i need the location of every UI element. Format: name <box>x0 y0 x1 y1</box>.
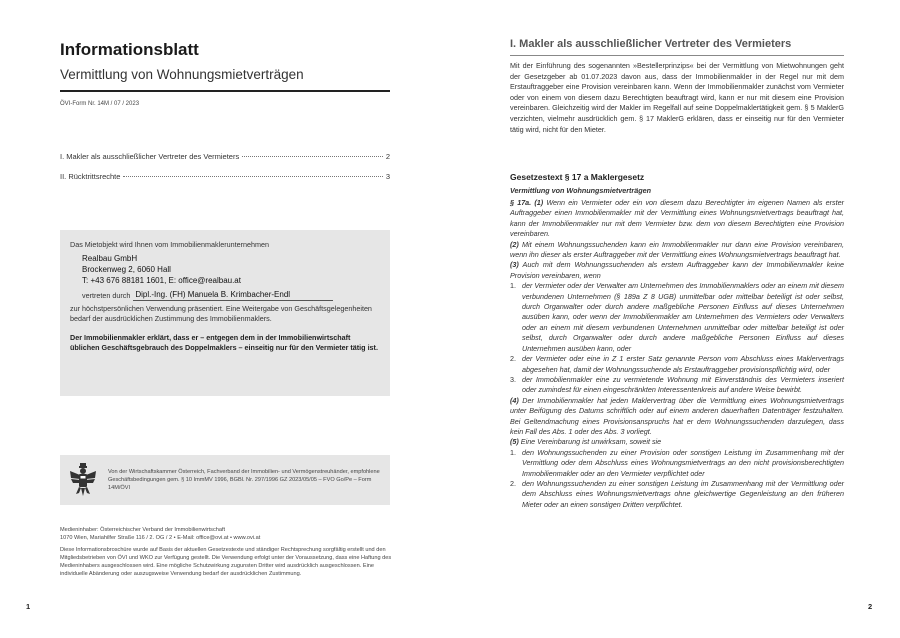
law-paragraph <box>510 198 844 240</box>
list-item-number: 2. <box>510 478 516 488</box>
toc-entry-label: I. Makler als ausschließlicher Vertreter des Vermieters <box>60 152 240 161</box>
paragraph-text: Auch mit dem Wohnungssuchenden als erstem Auftraggeber kann der Immobilienmakler keine Provision vereinbaren, wenn <box>510 260 844 280</box>
toc-entry[interactable] <box>60 152 390 172</box>
law-subheading: Vermittlung von Wohnungsmietverträgen <box>510 186 651 195</box>
law-paragraph <box>510 260 844 281</box>
paragraph-number: (5) <box>510 437 519 447</box>
page-number: 2 <box>868 602 873 611</box>
recommendation-text: Von der Wirtschaftskammer Österreich, Fachverband der Immobilien- und Vermögenstreuhänder, empfohlene Geschäftsbedingungen gem. § 10 ImmMV 1996, BGBl. Nr. 297/1996 GZ 2023/05/05 – FVO Go/Pe – Form 14M/ÖVI <box>108 469 380 491</box>
list-item-number: 1. <box>510 447 516 457</box>
list-item-text: der Immobilienmakler eine zu vermietende Wohnung mit Einverständnis des Vermieters inseriert oder zumindest für einen eingeschränkten Interessentenkreis auf andere Weise bewirbt. <box>522 374 844 395</box>
list-item <box>510 354 844 375</box>
form-number: ÖVI-Form Nr. 14M / 07 / 2023 <box>60 101 140 107</box>
paragraph-number: § 17a. (1) <box>510 198 544 207</box>
representative-label: vertreten durch <box>82 291 131 300</box>
law-heading: Gesetzestext § 17 a Maklergesetz <box>510 172 645 182</box>
list-item <box>510 448 844 479</box>
austrian-eagle-icon <box>68 461 98 499</box>
paragraph-text: Der Immobilienmakler hat jeden Maklervertrag über die Vermittlung eines Wohnungsmietvertrags unter Beifügung des Datums schriftlich oder auf einem anderen dauerhaften Datenträger festzuhalten. Bei Geltendmachung eines Provisionsanspruchs hat er dem Wohnungssuchenden darzulegen, dass kein Fall des Abs. 1 oder des Abs. 3 vorliegt. <box>510 395 844 436</box>
law-text <box>510 198 844 510</box>
paragraph-number: (4) <box>510 395 519 405</box>
agent-intro: Das Mietobjekt wird Ihnen vom Immobilienmaklerunternehmen <box>70 240 269 249</box>
list-item-text: der Vermieter oder eine in Z 1 erster Satz genannte Person vom Abschluss eines Maklervertrags abgesehen hat, damit der Wohnungssuchende als Erstauftraggeber provisionspflichtig wird, oder <box>522 354 844 374</box>
law-paragraph <box>510 396 844 438</box>
paragraph-number: (2) <box>510 239 519 249</box>
paragraph-text: Wenn ein Vermieter oder ein von diesem dazu Berechtigter im eigenen Namen als erster Auftraggeber einen Immobilienmakler mit der Vermittlung eines Wohnungsmietvertrags beauftragt hat, kann der Immobilienmakler nur mit dem Vermieter bzw. dem von diesem Berechtigten eine Provision vereinbaren. <box>510 198 845 239</box>
representative-field[interactable]: Dipl.-Ing. (FH) Manuela B. Krimbacher-Endl <box>133 290 333 301</box>
document-title: Informationsblatt <box>60 40 199 59</box>
page-number: 1 <box>26 602 31 611</box>
list-item <box>510 375 844 396</box>
toc-entry-page: 2 <box>385 152 390 161</box>
law-paragraph <box>510 240 844 261</box>
law-paragraph <box>510 437 844 447</box>
agent-info-box <box>60 230 390 396</box>
company-contact: T: +43 676 88181 1601, E: office@realbau.at <box>82 276 241 285</box>
paragraph-number: (3) <box>510 260 519 270</box>
section-divider <box>510 55 844 56</box>
title-divider <box>60 90 390 92</box>
section-title: I. Makler als ausschließlicher Vertreter des Vermieters <box>510 38 792 50</box>
list-item-number: 3. <box>510 374 516 384</box>
list-item-text: den Wohnungssuchenden zu einer Provision oder sonstigen Leistung im Zusammenhang mit der Vermittlung oder dem Abschluss eines Wohnungsmietvertrags an den nicht provisionsberechtigten Immobilienmakler oder an den Vermieter verpflichtet oder <box>522 447 844 478</box>
toc-entry-label: II. Rücktrittsrechte <box>60 172 121 181</box>
company-address: Brockenweg 2, 6060 Hall <box>82 265 171 274</box>
list-item-number: 2. <box>510 354 516 364</box>
company-name: Realbau GmbH <box>82 254 138 263</box>
section-intro: Mit der Einführung des sogenannten »Bestellerprinzips« bei der Vermittlung von Mietwohnungen geht der Gesetzgeber ab 01.07.2023 davon aus, dass der Immobilienmakler in der Regel nur mit dem Erstauftraggeber eine Provision vereinbaren kann. Wenn der Immobilienmakler zunächst vom Vermieter oder von einem von diesem dazu Berechtigten beauftragt wird, kann er nur mit diesem eine Provision vereinbaren. Gleichzeitig wird der Makler im Regelfall auf seine Doppelmaklertätigkeit gem. § 5 MaklerG verzichten, vielmehr ausdrücklich gem. § 17 MaklerG erklären, dass er einseitig nur für den Vermieter tätig wird, nicht für den Mieter. <box>510 61 844 134</box>
list-item <box>510 281 844 354</box>
toc-entry[interactable] <box>60 172 390 192</box>
table-of-contents <box>60 152 390 192</box>
paragraph-text: Eine Vereinbarung ist unwirksam, soweit sie <box>520 437 662 447</box>
agent-usage-text: zur höchstpersönlichen Verwendung präsentiert. Eine Weitergabe von Geschäftsgelegenheiten bedarf der ausdrücklichen Zustimmung des Immobilienmaklers. <box>70 304 372 323</box>
toc-leader <box>242 156 383 157</box>
list-item-text: den Wohnungssuchenden zu einer sonstigen Leistung im Zusammenhang mit der Vermittlung oder dem Abschluss eines Wohnungsmietvertrags ohne gleichwertige Gegenleistung an den früheren Mieter oder an einen sonstigen Dritten verpflichtet. <box>522 478 844 509</box>
toc-leader <box>123 176 382 177</box>
representative-row <box>70 290 380 301</box>
disclaimer: Diese Informationsbroschüre wurde auf Basis der aktuellen Gesetzestexte und ständiger Rechtsprechung sorgfältig erstellt und den Mitgliedsbetrieben von ÖVI und WKO zur Verfügung gestellt. Die Verwendung erfolgt unter der Voraussetzung, dass eine Haftung des Medieninhabers ausgeschlossen wird. Eine mögliche Schutzwirkung zugunsten Dritter wird ausdrücklich ausgeschlossen. Eine individuelle Abänderung oder auszugsweise Verwendung bedarf der ausdrücklichen Zustimmung. <box>60 547 392 577</box>
document-subtitle: Vermittlung von Wohnungsmietverträgen <box>60 67 304 82</box>
paragraph-text: Mit einem Wohnungssuchenden kann ein Immobilienmakler nur dann eine Provision vereinbaren, wenn ihn dieser als erster Auftraggeber mit der Vermittlung eines Wohnungsmietvertrags beauftragt hat. <box>510 239 844 260</box>
right-page <box>450 0 900 638</box>
recommendation-box <box>60 455 390 505</box>
imprint-owner: Medieninhaber: Österreichischer Verband der Immobilienwirtschaft <box>60 527 226 533</box>
agent-declaration: Der Immobilienmakler erklärt, dass er – entgegen dem in der Immobilienwirtschaft üblichen Geschäftsgebrauch des Doppelmaklers – einseitig nur für den Vermieter tätig ist. <box>70 333 378 352</box>
toc-entry-page: 3 <box>385 172 390 181</box>
list-item <box>510 479 844 510</box>
imprint <box>60 526 395 578</box>
imprint-address: 1070 Wien, Mariahilfer Straße 116 / 2. OG / 2 • E-Mail: office@ovi.at • www.ovi.at <box>60 535 261 541</box>
list-item-text: der Vermieter oder der Verwalter am Unternehmen des Immobilienmaklers oder an einem mit diesem verbundenen Unternehmen (§ 189a Z 8 UGB) unmittelbar oder mittelbar beteiligt ist oder selbst, durch Organwalter oder durch andere maßgebliche Personen Einfluss auf dieses Unternehmen ausüben kann, oder wenn der Immobilienmakler am Unternehmen des Vermieters oder Verwalters oder an einem mit diesem verbundenen Unternehmen unmittelbar oder mittelbar beteiligt ist oder selbst, durch Organwalter oder durch andere maßgebliche Personen Einfluss auf dieses Unternehmen ausüben kann, oder <box>522 281 844 353</box>
list-item-number: 1. <box>510 281 516 291</box>
